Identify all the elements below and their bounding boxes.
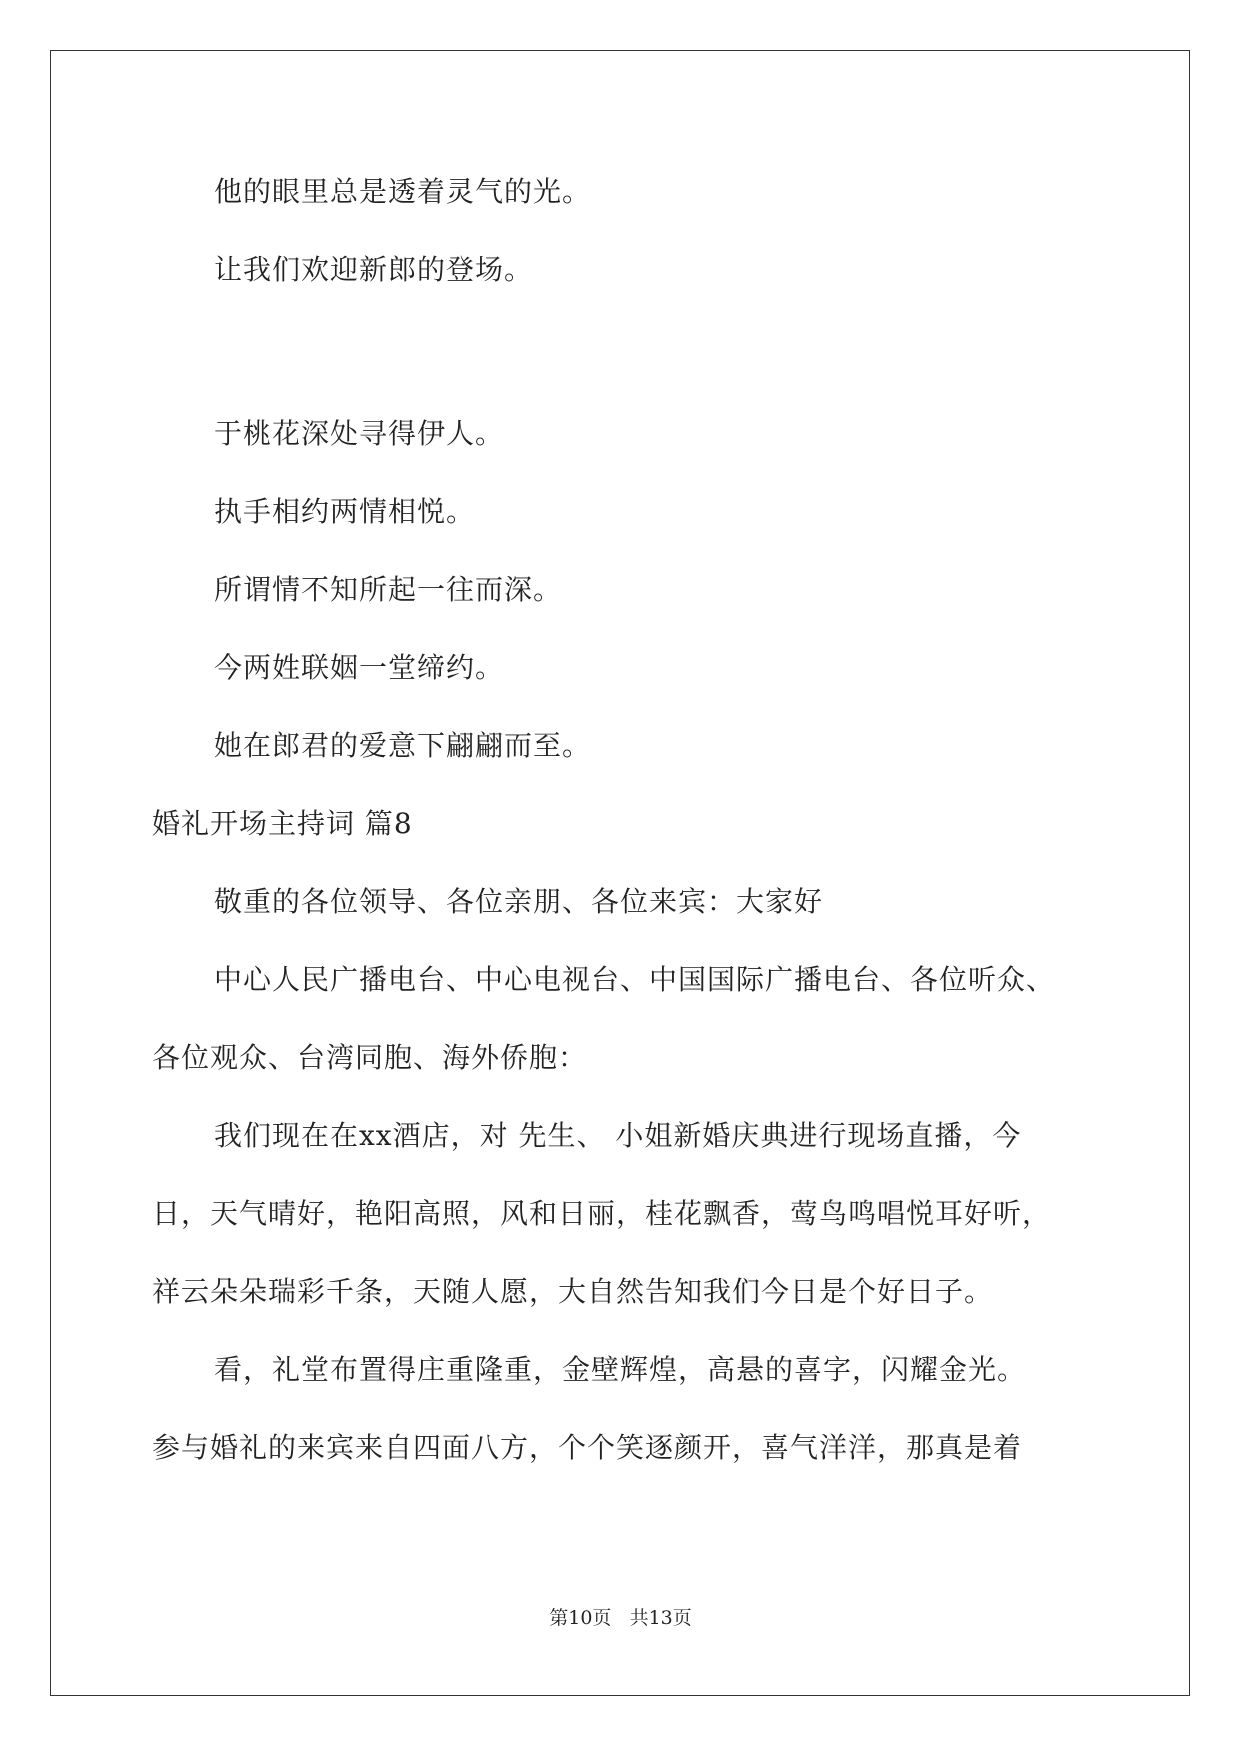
paragraph-line: 今两姓联姻一堂缔约。 <box>214 651 505 684</box>
paragraph-line: 所谓情不知所起一往而深。 <box>214 573 563 606</box>
paragraph-line: 敬重的各位领导、各位亲朋、各位来宾：大家好 <box>214 885 824 918</box>
page-total: 共13页 <box>629 1607 692 1629</box>
page-footer <box>0 1604 1241 1632</box>
paragraph-line: 各位观众、台湾同胞、海外侨胞： <box>152 1041 588 1074</box>
paragraph-line: 中心人民广播电台、中心电视台、中国国际广播电台、各位听众、 <box>214 963 1056 996</box>
paragraph-line: 祥云朵朵瑞彩千条，天随人愿，大自然告知我们今日是个好日子。 <box>152 1275 994 1308</box>
paragraph-line: 让我们欢迎新郎的登场。 <box>214 253 534 286</box>
paragraph-line: 她在郎君的爱意下翩翩而至。 <box>214 729 592 762</box>
section-heading: 婚礼开场主持词 篇8 <box>152 807 413 840</box>
paragraph-line: 看，礼堂布置得庄重隆重，金壁辉煌，高悬的喜字，闪耀金光。 <box>214 1353 1027 1386</box>
paragraph-line: 执手相约两情相悦。 <box>214 495 476 528</box>
paragraph-line: 参与婚礼的来宾来自四面八方，个个笑逐颜开，喜气洋洋，那真是着 <box>152 1431 1023 1464</box>
paragraph-line: 日，天气晴好，艳阳高照，风和日丽，桂花飘香，莺鸟鸣唱悦耳好听， <box>152 1197 1052 1230</box>
page-number: 第10页 <box>549 1607 612 1629</box>
paragraph-line: 我们现在在xx酒店，对 先生、 小姐新婚庆典进行现场直播，今 <box>214 1119 1022 1152</box>
paragraph-line: 于桃花深处寻得伊人。 <box>214 417 505 450</box>
paragraph-line: 他的眼里总是透着灵气的光。 <box>214 175 592 208</box>
